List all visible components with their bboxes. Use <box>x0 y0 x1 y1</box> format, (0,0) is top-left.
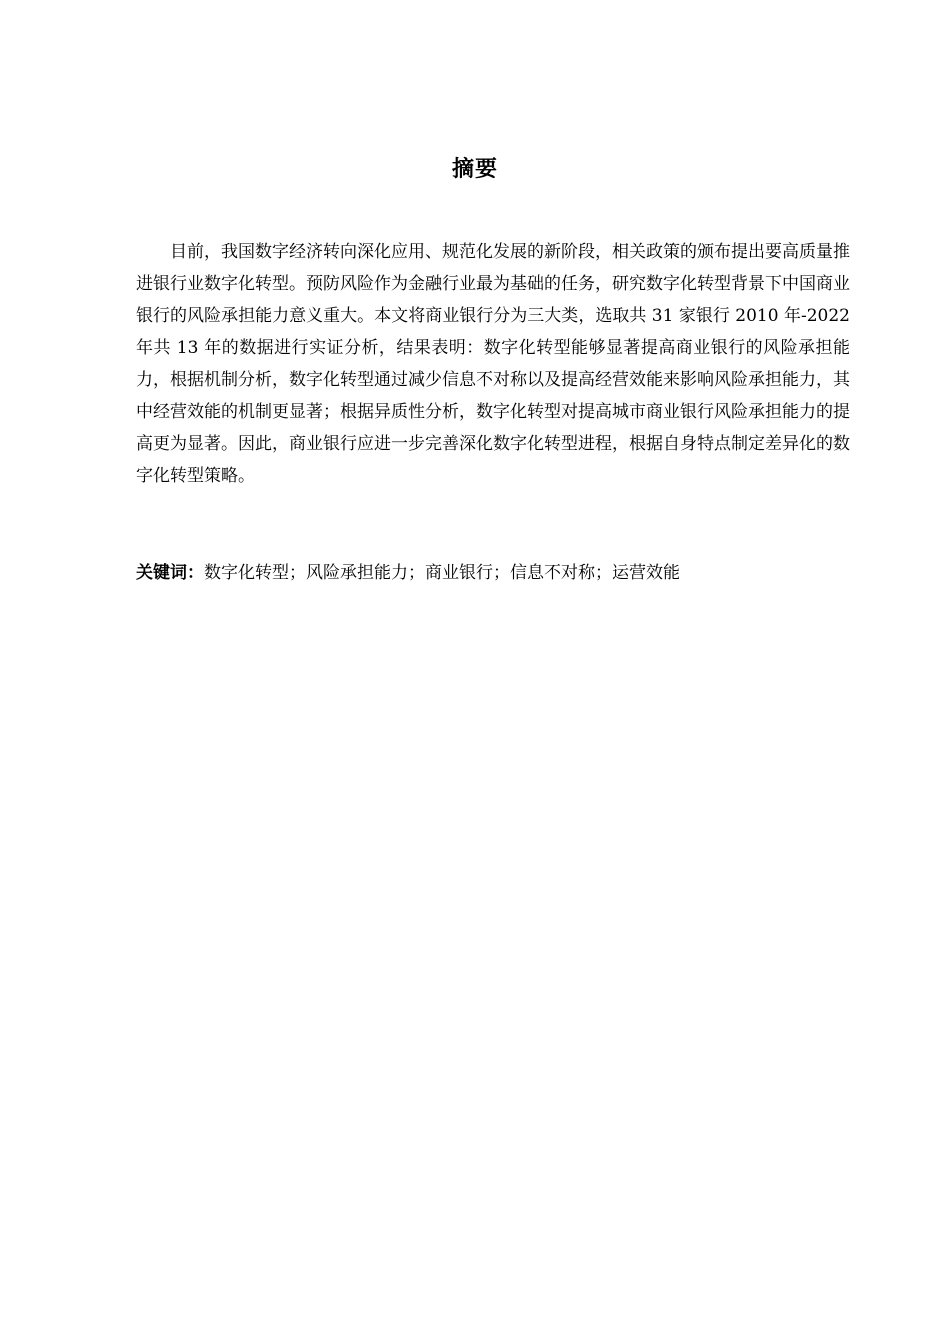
keywords-text: 数字化转型；风险承担能力；商业银行；信息不对称；运营效能 <box>204 563 680 583</box>
keywords-label: 关键词： <box>136 563 204 583</box>
abstract-paragraph: 目前，我国数字经济转向深化应用、规范化发展的新阶段，相关政策的颁布提出要高质量推进银行业数字化转型。预防风险作为金融行业最为基础的任务，研究数字化转型背景下中国商业银行的风险承担能力意义重大。本文将商业银行分为三大类，选取共 31 家银行 2010 年-2022 年共 13 年的数据进行实证分析，结果表明：数字化转型能够显著提高商业银行的风险承担能力，根据机制分析，数字化转型通过减少信息不对称以及提高经营效能来影响风险承担能力，其中经营效能的机制更显著；根据异质性分析，数字化转型对提高城市商业银行风险承担能力的提高更为显著。因此，商业银行应进一步完善深化数字化转型进程，根据自身特点制定差异化的数字化转型策略。 <box>136 242 850 486</box>
page-title: 摘要 <box>451 157 498 182</box>
keywords-line <box>136 557 850 589</box>
